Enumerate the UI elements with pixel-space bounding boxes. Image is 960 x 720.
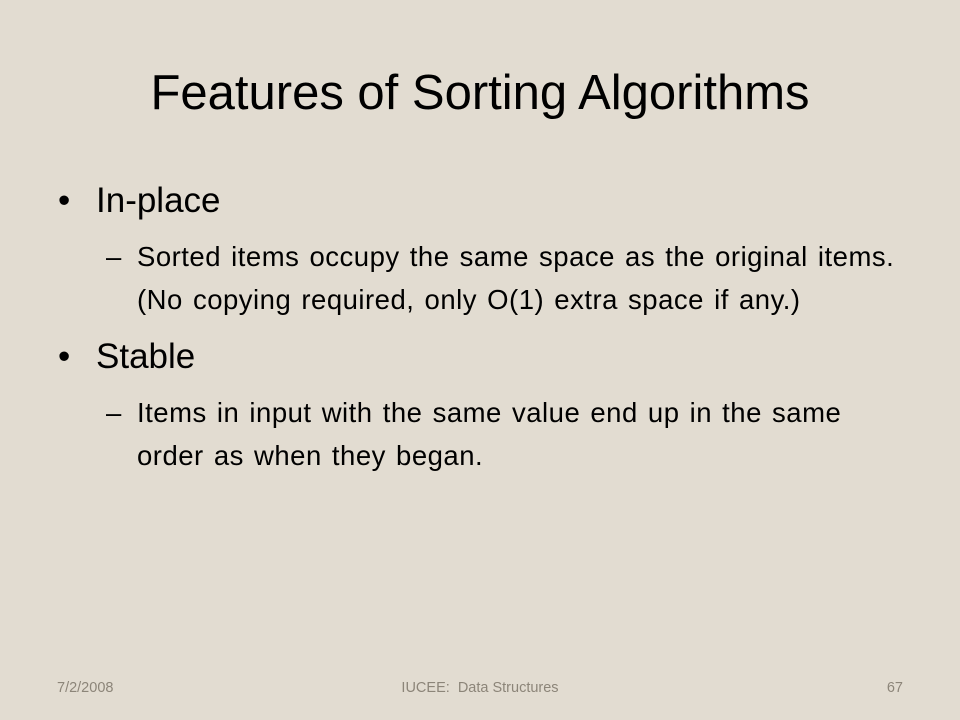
bullet-item — [58, 172, 918, 229]
footer-date: 7/2/2008 — [57, 680, 114, 696]
bullet-label: Stable — [96, 337, 196, 376]
slide-title: Features of Sorting Algorithms — [150, 66, 810, 120]
bullet-marker: • — [58, 337, 71, 376]
slide-content — [58, 172, 918, 477]
sub-bullet-marker: – — [106, 397, 122, 428]
sub-bullet-text: Items in input with the same value end up in the same order as when they began. — [137, 397, 842, 471]
bullet-item — [58, 328, 918, 385]
bullet-label: In-place — [96, 181, 221, 220]
bullet-marker: • — [58, 181, 71, 220]
sub-bullet-marker: – — [106, 241, 122, 272]
page-number: 67 — [886, 680, 903, 696]
sub-bullet-item — [106, 391, 918, 477]
sub-bullet-text: Sorted items occupy the same space as the original items. (No copying required, only O(1) extra space if any.) — [137, 241, 895, 315]
footer-title: IUCEE: Data Structures — [401, 680, 559, 696]
sub-bullet-item — [106, 235, 918, 321]
